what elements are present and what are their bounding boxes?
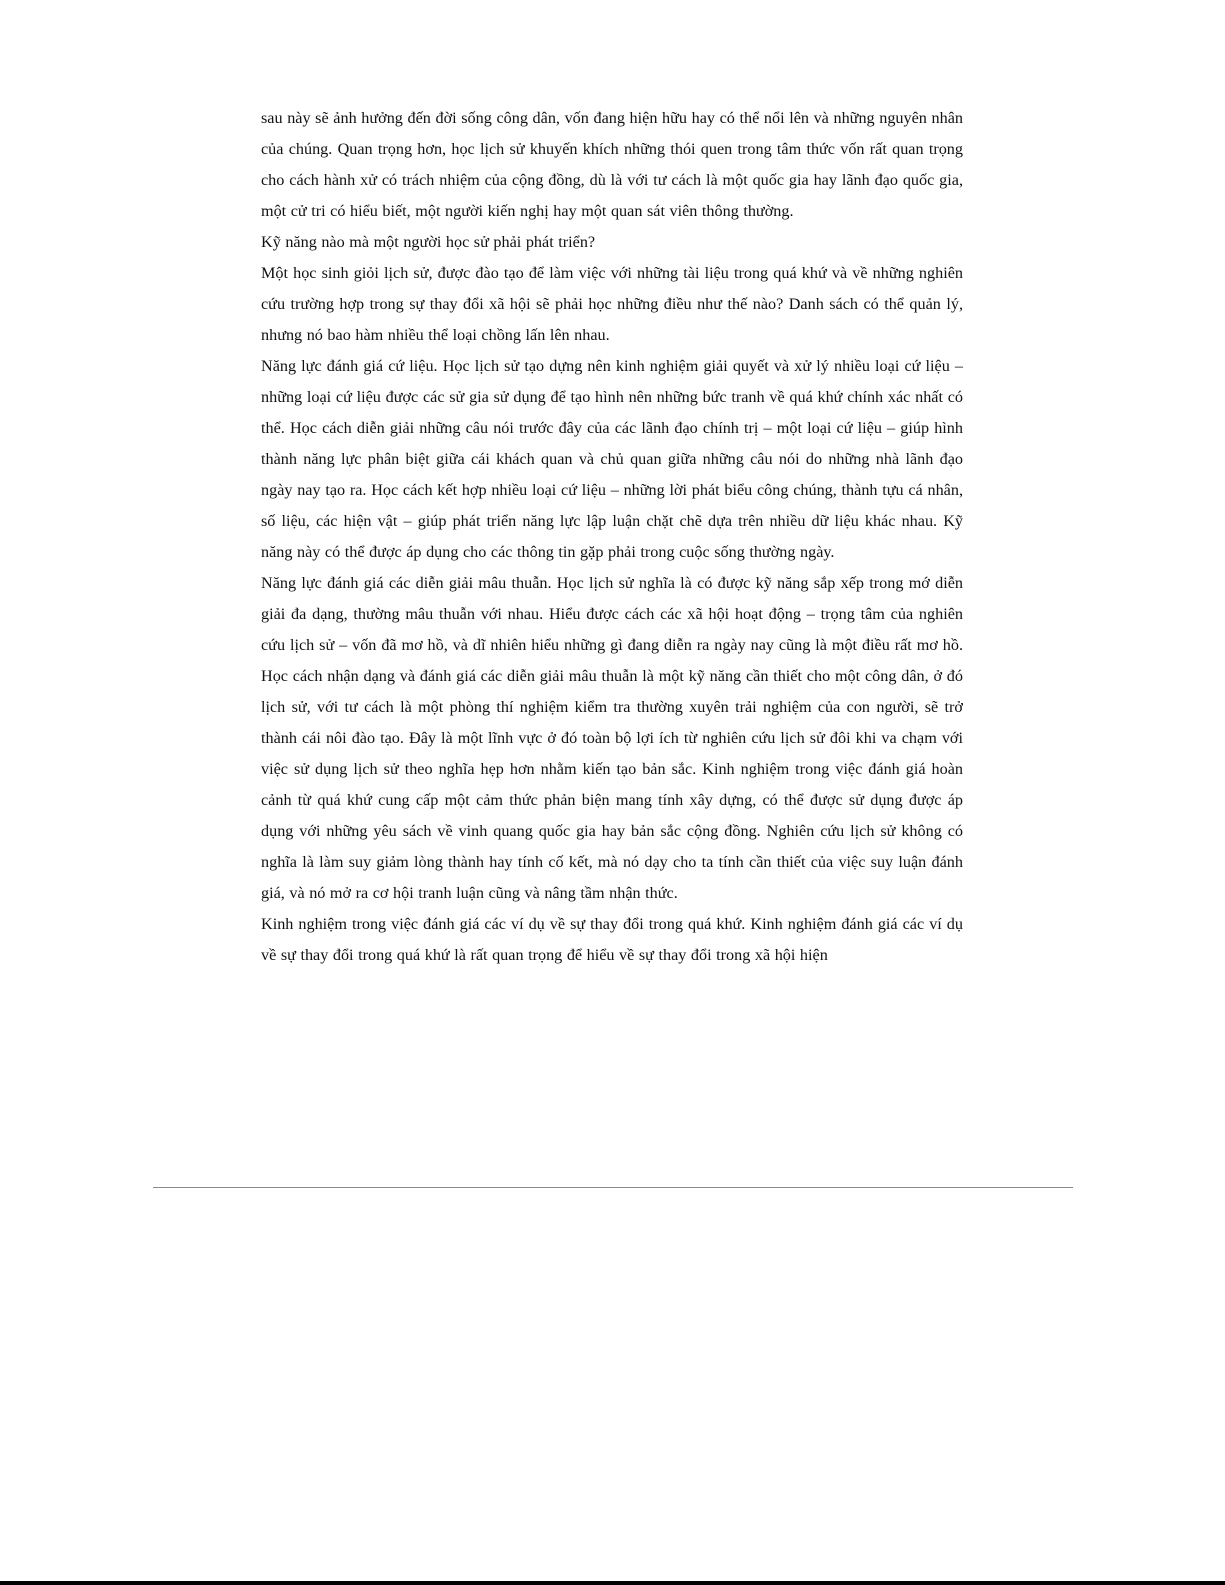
body-text [261, 103, 963, 971]
paragraph-evidence-assessment: Năng lực đánh giá cứ liệu. Học lịch sử tạo dựng nên kinh nghiệm giải quyết và xử lý nhiều loại cứ liệu – những loại cứ liệu được các sử gia sử dụng để tạo hình nên những bức tranh về quá khứ chính xác nhất có thể. Học cách diễn giải những câu nói trước đây của các lãnh đạo chính trị – một loại cứ liệu – giúp hình thành năng lực phân biệt giữa cái khách quan và chủ quan giữa những câu nói do những nhà lãnh đạo ngày nay tạo ra. Học cách kết hợp nhiều loại cứ liệu – những lời phát biểu công chúng, thành tựu cá nhân, số liệu, các hiện vật – giúp phát triển năng lực lập luận chặt chẽ dựa trên nhiều dữ liệu khác nhau. Kỹ năng này có thể được áp dụng cho các thông tin gặp phải trong cuộc sống thường ngày. [261, 357, 963, 561]
paragraph-conflicting-interpretations: Năng lực đánh giá các diễn giải mâu thuẫn. Học lịch sử nghĩa là có được kỹ năng sắp xếp trong mớ diễn giải đa dạng, thường mâu thuẫn với nhau. Hiểu được cách các xã hội hoạt động – trọng tâm của nghiên cứu lịch sử – vốn đã mơ hồ, và dĩ nhiên hiểu những gì đang diễn ra ngày nay cũng là một điều rất mơ hồ. Học cách nhận dạng và đánh giá các diễn giải mâu thuẫn là một kỹ năng cần thiết cho một công dân, ở đó lịch sử, với tư cách là một phòng thí nghiệm kiểm tra thường xuyên trải nghiệm của con người, sẽ trở thành cái nôi đào tạo. Đây là một lĩnh vực ở đó toàn bộ lợi ích từ nghiên cứu lịch sử đôi khi va chạm với việc sử dụng lịch sử theo nghĩa hẹp hơn nhằm kiến tạo bản sắc. Kinh nghiệm trong việc đánh giá hoàn cảnh từ quá khứ cung cấp một cảm thức phản biện mang tính xây dựng, có thể được sử dụng được áp dụng với những yêu sách về vinh quang quốc gia hay bản sắc cộng đồng. Nghiên cứu lịch sử không có nghĩa là làm suy giảm lòng thành hay tính cố kết, mà nó dạy cho ta tính cần thiết của việc suy luận đánh giá, và nó mở ra cơ hội tranh luận cũng và nâng tầm nhận thức. [261, 574, 963, 902]
paragraph-good-student: Một học sinh giỏi lịch sử, được đào tạo để làm việc với những tài liệu trong quá khứ và về những nghiên cứu trường hợp trong sự thay đổi xã hội sẽ phải học những điều như thế nào? Danh sách có thể quản lý, nhưng nó bao hàm nhiều thể loại chồng lấn lên nhau. [261, 264, 963, 344]
paragraph-civic-habits: sau này sẽ ảnh hưởng đến đời sống công dân, vốn đang hiện hữu hay có thể nổi lên và những nguyên nhân của chúng. Quan trọng hơn, học lịch sử khuyến khích những thói quen trong tâm thức vốn rất quan trọng cho cách hành xử có trách nhiệm của cộng đồng, dù là với tư cách là một quốc gia hay lãnh đạo quốc gia, một cử tri có hiểu biết, một người kiến nghị hay một quan sát viên thông thường. [261, 109, 963, 220]
page-divider [153, 1187, 1073, 1188]
paragraph-past-change: Kinh nghiệm trong việc đánh giá các ví dụ về sự thay đổi trong quá khứ. Kinh nghiệm đánh giá các ví dụ về sự thay đổi trong quá khứ là rất quan trọng để hiểu về sự thay đổi trong xã hội hiện [261, 915, 963, 964]
page-bottom-edge [0, 1581, 1225, 1585]
heading-skills-question: Kỹ năng nào mà một người học sử phải phát triển? [261, 233, 596, 251]
